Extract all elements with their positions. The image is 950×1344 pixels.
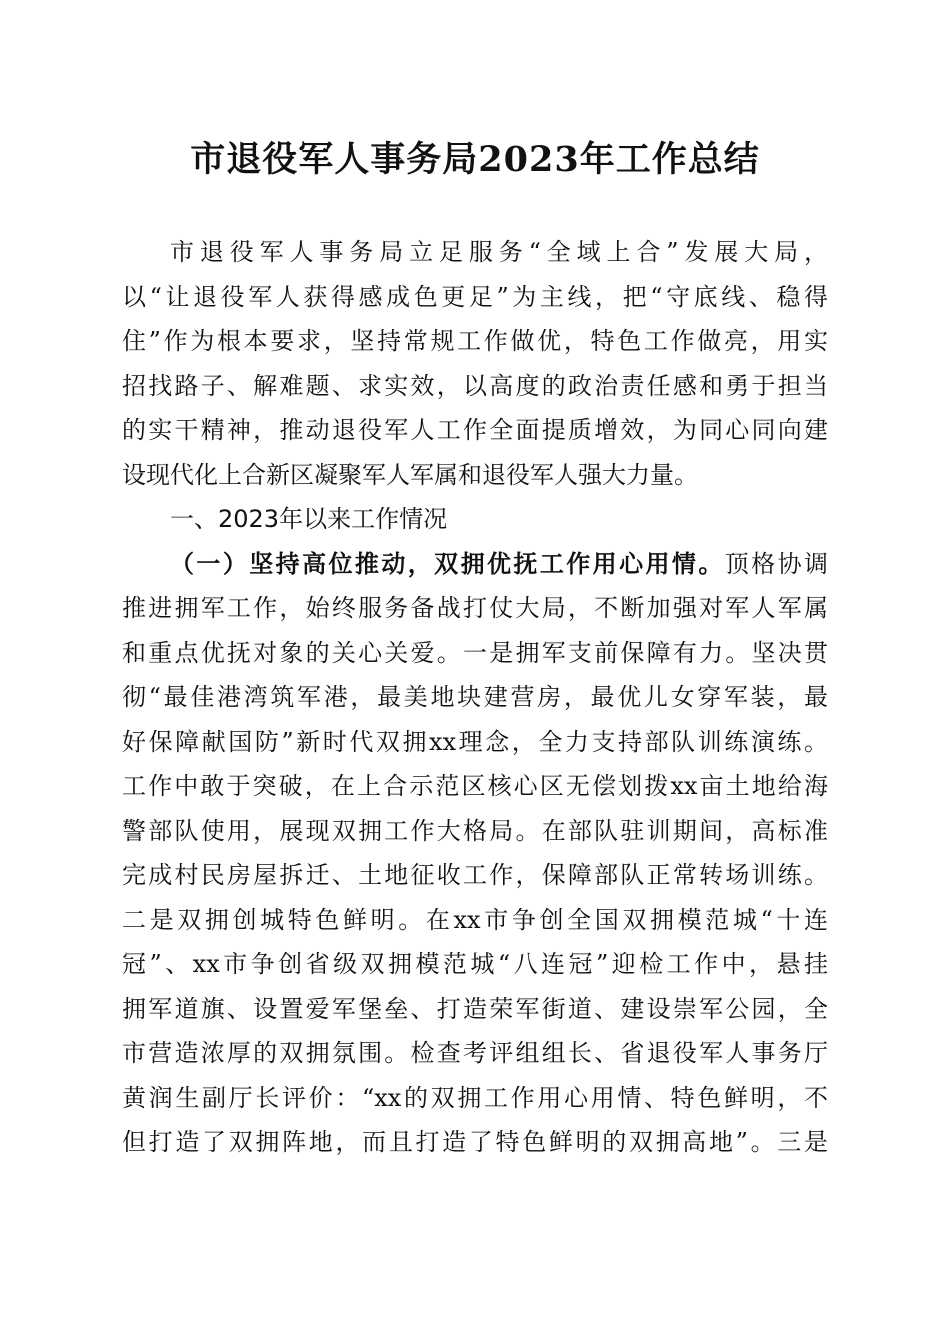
paragraph-line: 市营造浓厚的双拥氛围。检查考评组组长、省退役军人事务厅 [122,1039,828,1067]
paragraph-line: 推进拥军工作，始终服务备战打仗大局，不断加强对军人军属 [122,594,828,622]
paragraph-line: 以“让退役军人获得感成色更足”为主线，把“守底线、稳得 [122,282,828,311]
paragraph-line: 好保障献国防”新时代双拥xx理念，全力支持部队训练演练。 [122,727,828,756]
document-title: 市退役军人事务局2023年工作总结 [190,139,760,180]
paragraph-line: 二是双拥创城特色鲜明。在xx市争创全国双拥模范城“十连 [122,905,828,934]
paragraph-line: 住”作为根本要求，坚持常规工作做优，特色工作做亮，用实 [122,327,828,355]
paragraph-line: 拥军道旗、设置爱军堡垒、打造荣军街道、建设崇军公园，全 [122,994,828,1023]
paragraph-line: 工作中敢于突破，在上合示范区核心区无偿划拨xx亩土地给海 [122,772,828,800]
paragraph-line: 完成村民房屋拆迁、土地征收工作，保障部队正常转场训练。 [122,861,828,889]
paragraph-line: 彻“最佳港湾筑军港，最美地块建营房，最优儿女穿军装，最 [122,683,828,711]
paragraph-text: 顶格协调 [724,549,828,578]
subsection-heading: （一）坚持高位推动，双拥优抚工作用心用情。 [170,548,725,578]
paragraph-line: 但打造了双拥阵地，而且打造了特色鲜明的双拥高地”。三是 [122,1128,828,1156]
paragraph-line: 和重点优抚对象的关心关爱。一是拥军支前保障有力。坚决贯 [122,638,828,667]
paragraph-line: 冠”、xx市争创省级双拥模范城“八连冠”迎检工作中，悬挂 [122,950,828,978]
paragraph-line: 招找路子、解难题、求实效，以高度的政治责任感和勇于担当 [122,371,828,400]
paragraph-line: 市退役军人事务局立足服务“全域上合”发展大局， [170,238,828,266]
paragraph-line: 警部队使用，展现双拥工作大格局。在部队驻训期间，高标准 [122,816,828,845]
paragraph-line: 黄润生副厅长评价：“xx的双拥工作用心用情、特色鲜明，不 [122,1083,828,1112]
document-body [122,230,828,1165]
section-heading: 一、2023年以来工作情况 [170,505,448,533]
paragraph-line: 设现代化上合新区凝聚军人军属和退役军人强大力量。 [122,460,698,489]
paragraph-line: 的实干精神，推动退役军人工作全面提质增效，为同心同向建 [122,416,828,444]
subsection-first-line [122,542,828,587]
